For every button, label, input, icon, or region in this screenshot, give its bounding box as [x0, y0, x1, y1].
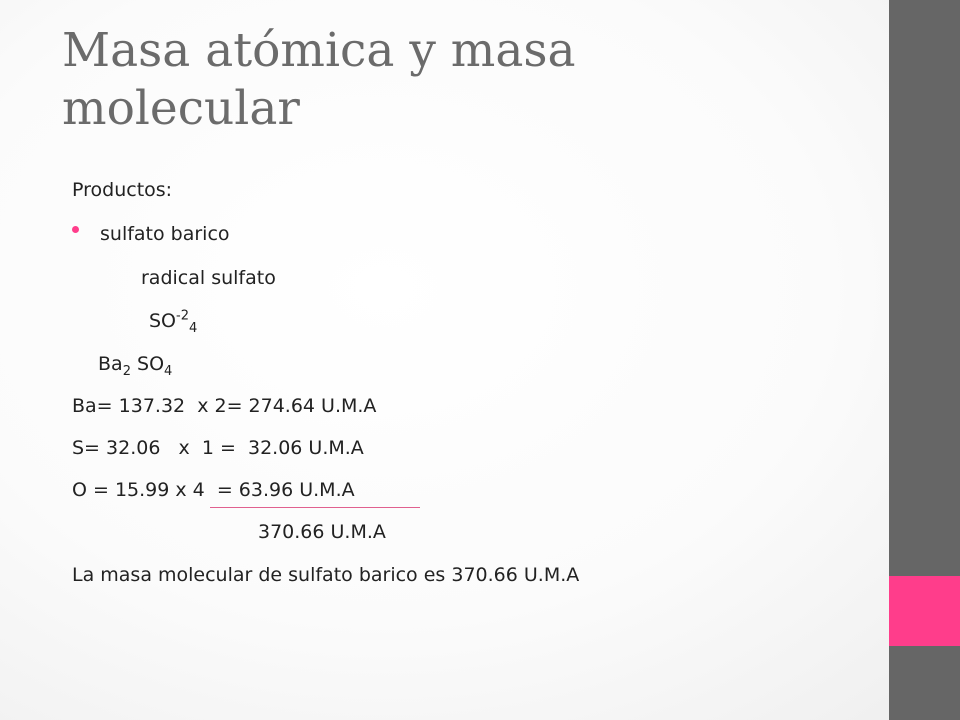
intro-text: Productos: — [72, 179, 173, 201]
right-accent-block — [889, 576, 960, 646]
sulfate-ion-base: SO — [149, 310, 177, 332]
formula-sub-1: 2 — [122, 363, 131, 379]
sulfate-ion-charge: -2 — [176, 308, 189, 324]
chemical-formula — [98, 352, 173, 379]
formula-element-1: Ba — [98, 353, 123, 375]
bullet-icon — [72, 226, 79, 233]
sum-divider — [210, 507, 420, 508]
bullet-text: sulfato barico — [100, 223, 230, 245]
title-line-1: Masa atómica y masa — [62, 23, 576, 78]
sulfate-ion — [149, 308, 198, 336]
formula-sub-2: 4 — [164, 363, 173, 379]
conclusion-text: La masa molecular de sulfato barico es 370.66 U.M.A — [72, 564, 580, 586]
formula-element-2: SO — [137, 353, 165, 375]
total-value: 370.66 U.M.A — [258, 521, 386, 543]
calc-sulfur: S= 32.06 x 1 = 32.06 U.M.A — [72, 437, 364, 459]
sulfate-ion-subscript: 4 — [188, 320, 198, 336]
slide-title — [62, 22, 822, 138]
title-line-2: molecular — [62, 81, 300, 136]
calc-barium: Ba= 137.32 x 2= 274.64 U.M.A — [72, 395, 377, 417]
radical-label: radical sulfato — [141, 267, 276, 289]
calc-oxygen: O = 15.99 x 4 = 63.96 U.M.A — [72, 479, 355, 501]
